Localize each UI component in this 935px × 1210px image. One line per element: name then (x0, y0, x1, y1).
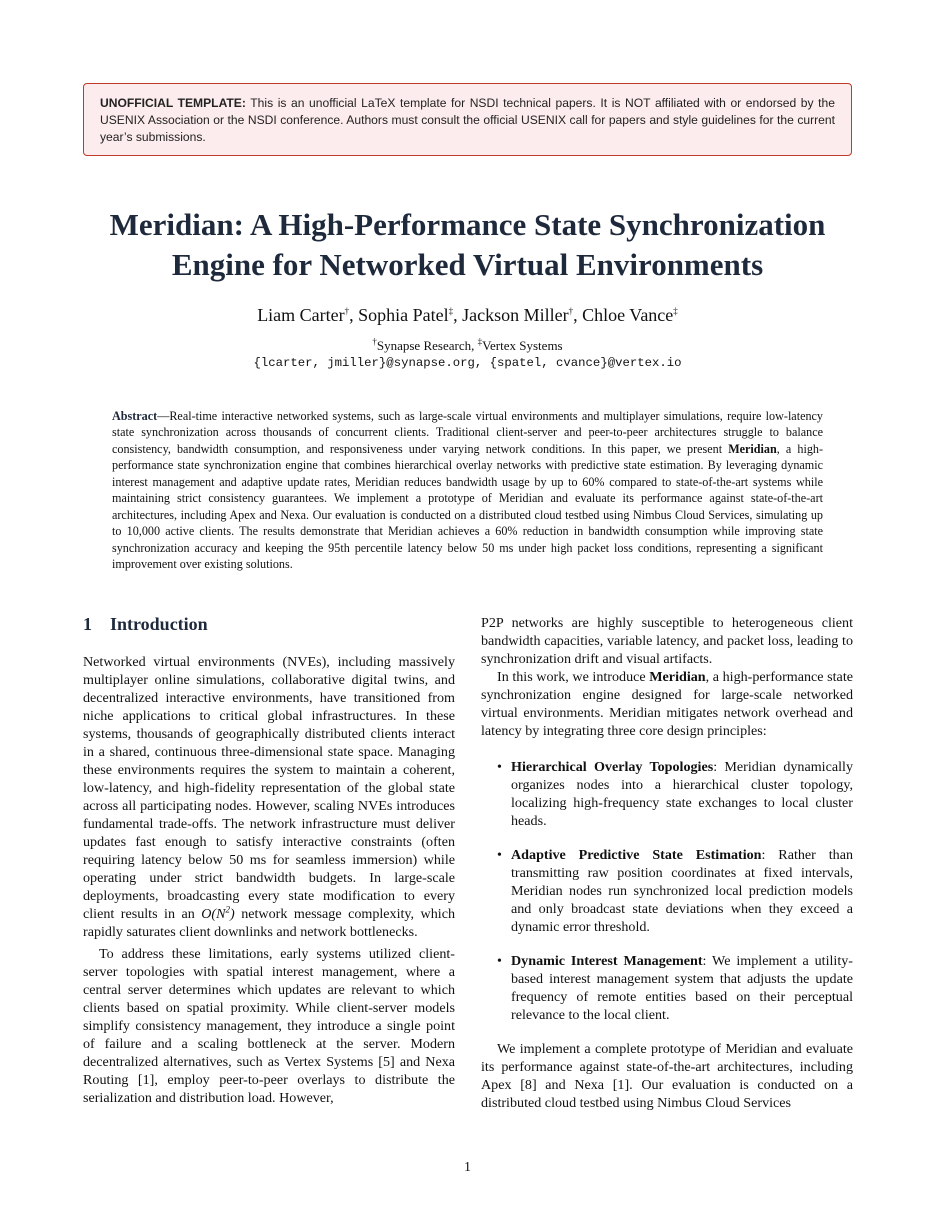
notice-text: This is an unofficial LaTeX template for NSDI technical papers. It is NOT affiliated with or endorsed by the USENIX Association or the NSDI conference. Authors must consult the official USENIX call for papers and style guidelines for the current year’s submissions. (100, 96, 835, 144)
affil-name: Vertex Systems (482, 338, 563, 353)
intro-p3-text-end: , a high-performance state synchronization engine designed for large-scale networked virtual environments. Meridian mitigates network overhead and latency by integrating three core design principles: (481, 669, 853, 739)
bullet-title: Dynamic Interest Management (511, 953, 703, 969)
author-name: Liam Carter (257, 305, 345, 325)
bullet-icon: • (497, 847, 502, 863)
author-affil-mark: † (568, 306, 574, 316)
abstract (112, 408, 823, 573)
author-affil-mark: ‡ (673, 306, 678, 316)
author-name: Jackson Miller (462, 305, 569, 325)
bullet-icon: • (497, 759, 502, 775)
big-o-close: ) (230, 906, 235, 922)
unofficial-template-notice (83, 83, 852, 156)
right-column (481, 614, 853, 1112)
big-o-expression (201, 906, 234, 922)
paper-title: Meridian: A High-Performance State Synchronization Engine for Networked Virtual Environments (109, 207, 826, 282)
list-item (481, 952, 853, 1024)
bullet-title: Hierarchical Overlay Topologies (511, 759, 714, 775)
bullet-icon: • (497, 953, 502, 969)
abstract-label: Abstract (112, 409, 158, 423)
intro-paragraph-3 (481, 668, 853, 740)
bullet-text: : We implement a utility-based interest management system that adjusts the update frequency of remote entities based on their perceptual relevance to the local client. (511, 953, 853, 1023)
author-affil-mark: † (344, 306, 350, 316)
affil-mark: ‡ (477, 336, 483, 347)
affil-mark: † (372, 336, 377, 347)
notice-label: UNOFFICIAL TEMPLATE: (100, 96, 246, 110)
big-o-base: O(N (201, 906, 226, 922)
design-principles-list (481, 758, 853, 1024)
intro-paragraph-2-continued: P2P networks are highly susceptible to heterogeneous client bandwidth capacities, variable latency, and packet loss, leading to synchronization drift and visual artifacts. (481, 615, 853, 667)
bullet-text: : Rather than transmitting raw position coordinates at fixed intervals, Meridian nodes run synchronized local prediction models and only broadcast state deviations when they exceed a dynamic error threshold. (511, 847, 853, 935)
abstract-text-2: , a high-performance state synchronization engine that combines hierarchical overlay networks with predictive state estimation. By leveraging dynamic interest management and adaptive update rates, Meridian reduces bandwidth usage by up to 60% compared to state-of-the-art systems while maintaining strict consistency guarantees. We implement a prototype of Meridian and evaluate its performance against state-of-the-art architectures, including Apex and Nexa. Our evaluation is conducted on a distributed cloud testbed using Nimbus Cloud Services, simulating up to 10,000 active clients. The results demonstrate that Meridian achieves a 60% reduction in bandwidth consumption while improving state synchronization accuracy and keeping the 95th percentile latency below 50 ms under high packet loss conditions, representing a significant improvement over existing solutions. (112, 441, 824, 572)
list-item (481, 758, 853, 830)
bullet-title: Adaptive Predictive State Estimation (511, 847, 762, 863)
abstract-system-name: Meridian (728, 441, 777, 456)
affiliations: †Synapse Research, ‡Vertex Systems (372, 336, 563, 353)
section-title: Introduction (110, 614, 208, 634)
intro-p1-text-end: network message complexity, which rapidly saturates client downlinks and network bottlenecks. (83, 906, 455, 940)
abstract-text-1: —Real-time interactive networked systems, such as large-scale virtual environments and multiplayer simulations, require low-latency state synchronization across thousands of concurrent clients. Traditional client-server and peer-to-peer architectures struggle to balance consistency, bandwidth consumption, and responsiveness under varying network conditions. In this paper, we present (112, 409, 823, 456)
affil-name: Synapse Research (376, 338, 472, 353)
intro-paragraph-2: To address these limitations, early systems utilized client-server topologies with spatial interest management, where a central server determines which updates are relevant to which clients based on spatial proximity. While client-server models simplify consistency management, they introduce a single point of failure and a scaling bottleneck at the server. Modern decentralized alternatives, such as Vertex Systems [5] and Nexa Routing [1], employ peer-to-peer overlays to distribute the serialization and distribution load. However, (83, 946, 455, 1106)
big-o-exponent: 2 (225, 904, 231, 915)
author-name: Sophia Patel (358, 305, 449, 325)
intro-system-name: Meridian (649, 669, 706, 685)
section-number: 1 (83, 614, 92, 634)
author-emails: {lcarter, jmiller}@synapse.org, {spatel, cvance}@vertex.io (253, 356, 682, 370)
section-heading-introduction (83, 612, 455, 636)
author-affil-mark: ‡ (448, 306, 454, 316)
page-number: 1 (464, 1160, 471, 1175)
intro-paragraph-1 (83, 653, 455, 941)
left-column (83, 612, 455, 1107)
bullet-text: : Meridian dynamically organizes nodes into a hierarchical cluster topology, localizing high-frequency state exchanges to local cluster heads. (511, 759, 853, 829)
intro-paragraph-4: We implement a complete prototype of Meridian and evaluate its performance against state-of-the-art architectures, including Apex [8] and Nexa [1]. Our evaluation is conducted on a distributed cloud testbed using Nimbus Cloud Services (481, 1041, 853, 1111)
intro-p1-text: Networked virtual environments (NVEs), including massively multiplayer online simulations, collaborative digital twins, and decentralized interactive environments, have transitioned from niche applications to critical global infrastructures. In these systems, thousands of geographically distributed clients interact in a shared, continuous three-dimensional state space. Managing these environments requires the system to maintain a coherent, low-latency, and high-fidelity representation of the global state across all participating nodes. However, scaling NVEs introduces fundamental trade-offs. The network infrastructure must deliver updates fast enough to satisfy interactive constraints (often requiring latency below 50 ms for seamless immersion) while operating under strict bandwidth budgets. In large-scale deployments, broadcasting every state modification to every client results in an (83, 654, 455, 922)
intro-p3-text: In this work, we introduce (497, 669, 650, 685)
author-name: Chloe Vance (582, 305, 674, 325)
author-list: Liam Carter†, Sophia Patel‡, Jackson Miller†, Chloe Vance‡ (257, 305, 678, 325)
list-item (481, 846, 853, 936)
